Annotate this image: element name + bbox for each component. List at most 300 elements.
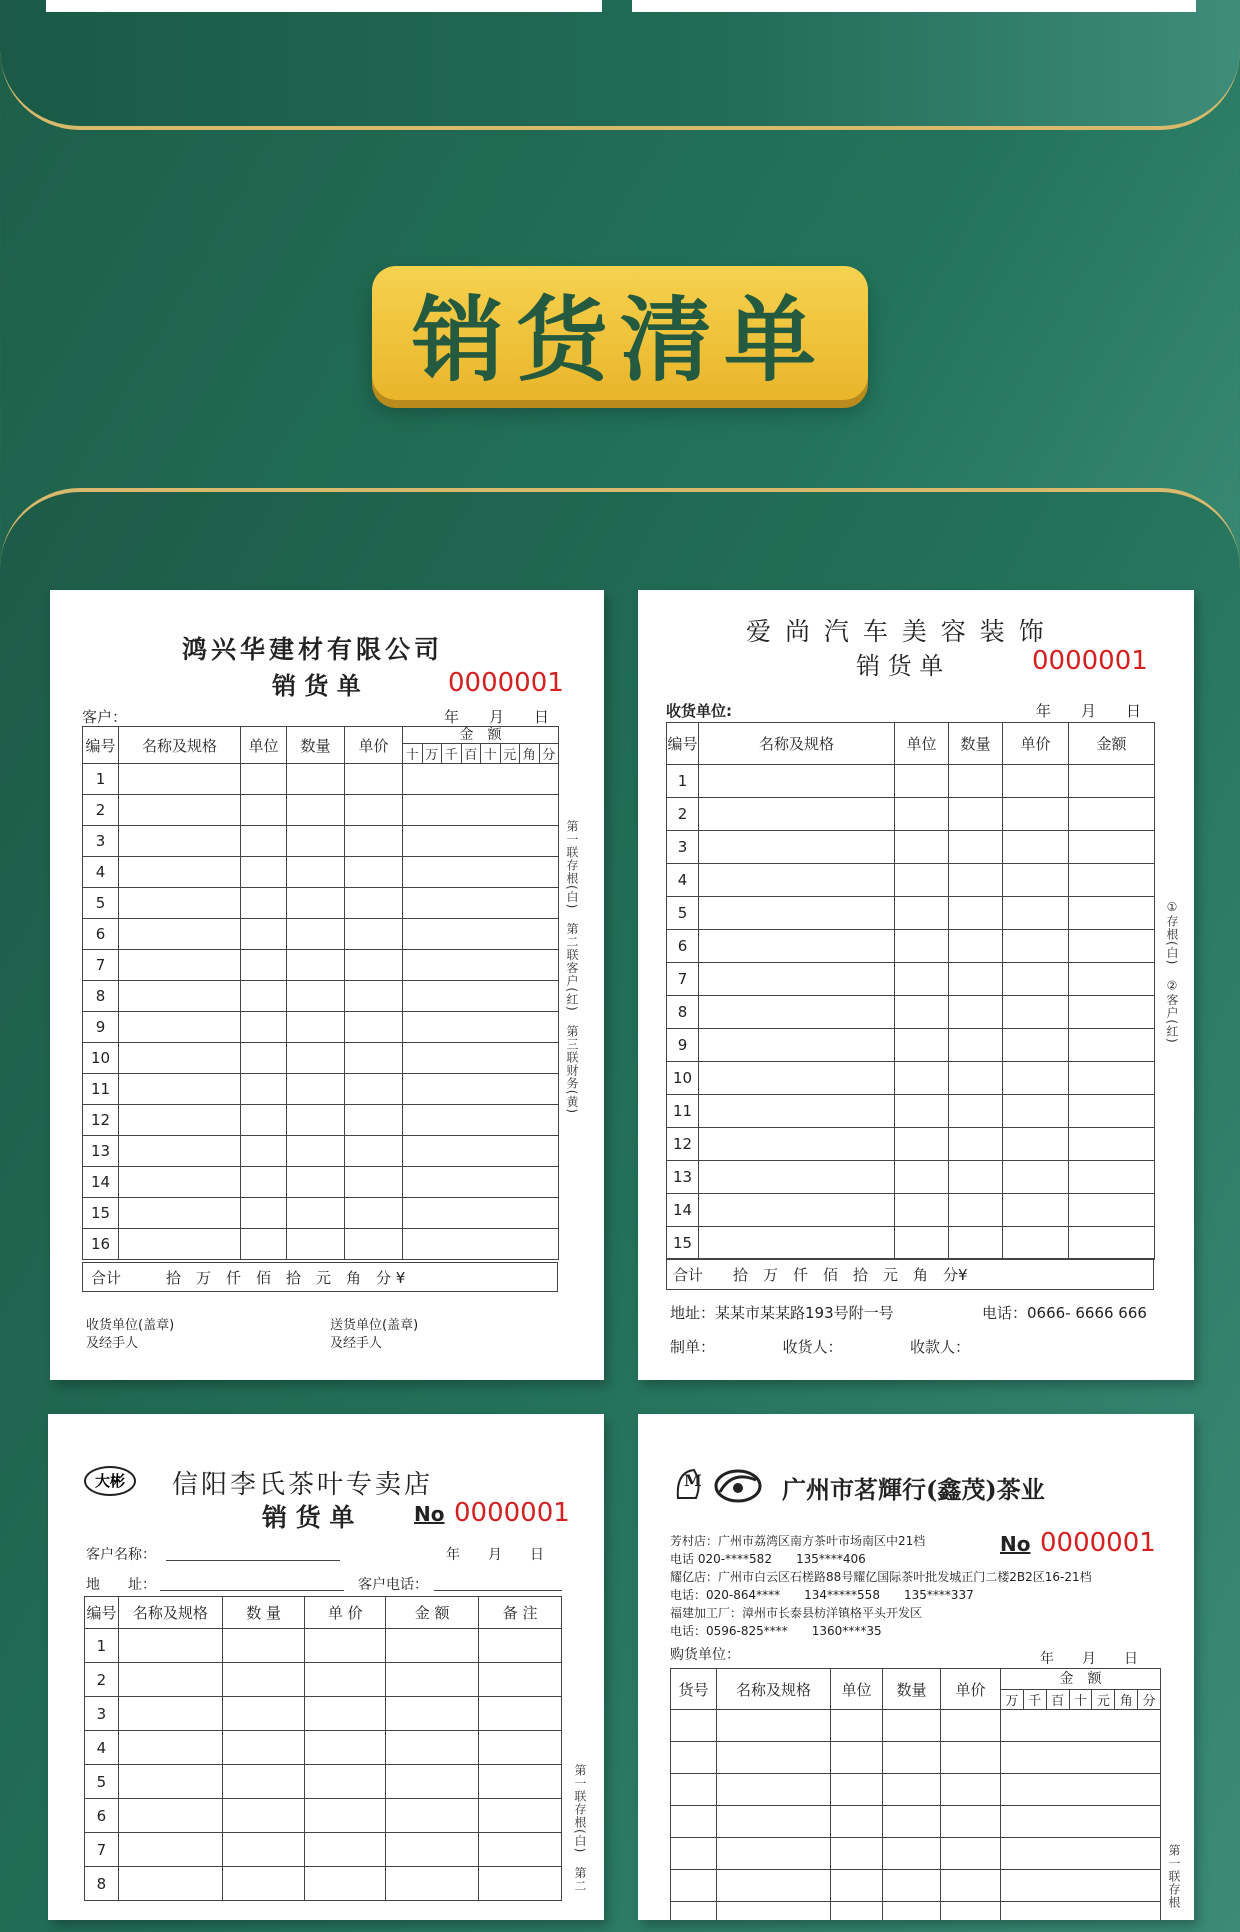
total-row: 合计 拾 万 仟 佰 拾 元 角 分¥	[666, 1258, 1154, 1290]
table-row	[671, 1902, 1161, 1921]
table-row	[83, 1136, 559, 1167]
table-row	[83, 826, 559, 857]
date-label: 年 月 日	[444, 708, 550, 726]
table-cell	[941, 1838, 1001, 1870]
sales-form-4	[638, 1414, 1194, 1920]
digit-label: 十	[480, 744, 500, 763]
table-cell	[403, 981, 559, 1012]
digit-label: 分	[539, 744, 559, 763]
customer-label: 收货单位:	[666, 702, 732, 720]
table-cell	[287, 1198, 345, 1229]
table-cell	[1069, 930, 1155, 963]
table-cell	[479, 1697, 562, 1731]
table-cell	[287, 1229, 345, 1260]
row-number-cell: 2	[667, 798, 699, 831]
table-cell	[345, 795, 403, 826]
table-row	[667, 930, 1155, 963]
company-logo	[672, 1464, 776, 1508]
customer-label: 客户名称：	[86, 1547, 156, 1563]
table-cell	[699, 930, 895, 963]
items-table	[670, 1668, 1161, 1920]
table-cell	[1001, 1774, 1161, 1806]
table-cell	[699, 1095, 895, 1128]
doc-title: 销 货 单	[272, 671, 361, 700]
table-cell	[386, 1629, 479, 1663]
header-cell: 名称及规格	[119, 727, 241, 764]
header-cell: 数量	[883, 1669, 941, 1710]
amount-header	[1001, 1669, 1161, 1710]
header-cell: 金 额	[386, 1597, 479, 1629]
table-cell	[831, 1774, 883, 1806]
table-cell	[287, 888, 345, 919]
table-cell	[1069, 831, 1155, 864]
table-cell	[831, 1838, 883, 1870]
table-cell	[895, 996, 949, 1029]
table-cell	[119, 1105, 241, 1136]
table-cell	[895, 864, 949, 897]
table-row	[667, 1029, 1155, 1062]
table-cell	[305, 1731, 386, 1765]
date-label: 年 月 日	[1036, 702, 1142, 720]
table-cell	[895, 930, 949, 963]
store-info-line: 电话：020-864**** 134*****558 135****337	[670, 1588, 974, 1602]
address-text: 地址：某某市某某路193号附一号	[670, 1304, 894, 1322]
svg-text:M: M	[684, 1471, 702, 1490]
serial-number: 0000001	[448, 668, 564, 698]
table-cell	[1069, 897, 1155, 930]
table-cell	[1001, 1806, 1161, 1838]
table-cell	[831, 1742, 883, 1774]
row-number-cell: 14	[667, 1194, 699, 1227]
table-row	[667, 1227, 1155, 1260]
table-cell	[479, 1765, 562, 1799]
store-info-line: 电话 020-****582 135****406	[670, 1552, 866, 1566]
store-logo: 大彬	[84, 1466, 136, 1496]
table-cell	[1001, 1838, 1161, 1870]
row-number-cell: 14	[83, 1167, 119, 1198]
copy-note: 第一联存根(白) 第二联客户(红) 第三联财务(黄)	[565, 820, 579, 1115]
table-cell	[118, 1833, 222, 1867]
digit-label: 分	[1137, 1690, 1160, 1709]
table-row	[667, 996, 1155, 1029]
amount-digits	[403, 744, 558, 763]
table-row	[667, 1095, 1155, 1128]
table-cell	[883, 1902, 941, 1921]
amount-header	[403, 727, 559, 764]
table-cell	[895, 1128, 949, 1161]
table-row	[667, 1128, 1155, 1161]
table-cell	[386, 1799, 479, 1833]
table-cell	[895, 1062, 949, 1095]
table-cell	[345, 1012, 403, 1043]
table-cell	[241, 1167, 287, 1198]
row-number-cell	[671, 1838, 717, 1870]
table-row	[671, 1710, 1161, 1742]
tea-leaf-icon	[672, 1464, 776, 1508]
table-cell	[1003, 897, 1069, 930]
row-number-cell: 4	[667, 864, 699, 897]
table-cell	[949, 897, 1003, 930]
copy-note: 第一联存根(白) 第二	[573, 1764, 587, 1893]
table-row	[85, 1799, 562, 1833]
row-number-cell: 8	[83, 981, 119, 1012]
table-cell	[386, 1833, 479, 1867]
amount-label: 金 额	[1001, 1669, 1160, 1690]
table-cell	[949, 1194, 1003, 1227]
table-cell	[386, 1697, 479, 1731]
store-info-line: 芳村店：广州市荔湾区南方茶叶市场南区中21档	[670, 1534, 926, 1548]
digit-label: 万	[422, 744, 442, 763]
table-cell	[241, 950, 287, 981]
company-name: 信阳李氏茶叶专卖店	[172, 1470, 434, 1500]
table-cell	[949, 864, 1003, 897]
copy-note: 第一联存根	[1167, 1844, 1181, 1909]
table-row	[83, 1105, 559, 1136]
table-cell	[119, 981, 241, 1012]
table-cell	[895, 897, 949, 930]
table-cell	[1001, 1742, 1161, 1774]
table-cell	[949, 765, 1003, 798]
table-cell	[386, 1765, 479, 1799]
table-cell	[1069, 1227, 1155, 1260]
header-cell: 数量	[949, 723, 1003, 765]
table-row	[85, 1833, 562, 1867]
table-cell	[403, 1074, 559, 1105]
table-cell	[345, 950, 403, 981]
table-cell	[345, 1167, 403, 1198]
serial-number: 0000001	[1032, 646, 1148, 676]
table-cell	[941, 1742, 1001, 1774]
table-cell	[403, 1012, 559, 1043]
table-cell	[1001, 1710, 1161, 1742]
table-cell	[699, 963, 895, 996]
table-row	[667, 864, 1155, 897]
table-cell	[386, 1663, 479, 1697]
table-cell	[287, 1043, 345, 1074]
table-cell	[479, 1799, 562, 1833]
table-row	[671, 1806, 1161, 1838]
table-cell	[1069, 1161, 1155, 1194]
table-cell	[119, 1074, 241, 1105]
table-cell	[883, 1838, 941, 1870]
table-cell	[118, 1629, 222, 1663]
table-cell	[1003, 1128, 1069, 1161]
row-number-cell: 1	[85, 1629, 119, 1663]
table-row	[83, 981, 559, 1012]
header-cell: 数量	[287, 727, 345, 764]
phone-line	[434, 1590, 562, 1591]
date-label: 年 月 日	[1040, 1651, 1138, 1667]
table-cell	[1003, 1029, 1069, 1062]
table-cell	[287, 857, 345, 888]
row-number-cell: 7	[667, 963, 699, 996]
table-cell	[717, 1838, 831, 1870]
table-row	[85, 1765, 562, 1799]
header-cell: 单位	[895, 723, 949, 765]
items-table	[84, 1596, 562, 1901]
table-cell	[1003, 798, 1069, 831]
table-cell	[831, 1806, 883, 1838]
customer-label: 购货单位：	[670, 1647, 740, 1663]
top-card-left	[46, 0, 602, 12]
row-number-cell: 15	[667, 1227, 699, 1260]
table-cell	[241, 1229, 287, 1260]
table-body	[85, 1629, 562, 1901]
table-row	[667, 897, 1155, 930]
table-cell	[403, 795, 559, 826]
table-cell	[403, 1105, 559, 1136]
table-cell	[949, 1029, 1003, 1062]
table-row	[83, 1198, 559, 1229]
table-header	[83, 727, 559, 764]
row-number-cell: 10	[667, 1062, 699, 1095]
table-cell	[895, 1161, 949, 1194]
table-cell	[119, 888, 241, 919]
header-cell: 名称及规格	[699, 723, 895, 765]
table-cell	[118, 1765, 222, 1799]
sales-form-1	[50, 590, 604, 1380]
digit-label: 角	[519, 744, 539, 763]
row-number-cell: 3	[83, 826, 119, 857]
row-number-cell: 5	[83, 888, 119, 919]
table-cell	[345, 1198, 403, 1229]
table-cell	[1003, 1227, 1069, 1260]
table-cell	[1069, 864, 1155, 897]
receiver-label: 收货单位(盖章)	[86, 1318, 175, 1333]
table-cell	[717, 1806, 831, 1838]
table-cell	[699, 1029, 895, 1062]
receiver-label-2: 及经手人	[86, 1336, 139, 1351]
table-cell	[119, 1043, 241, 1074]
table-cell	[699, 831, 895, 864]
table-cell	[941, 1806, 1001, 1838]
address-line	[160, 1590, 344, 1591]
header-cell: 名称及规格	[717, 1669, 831, 1710]
row-number-cell: 7	[83, 950, 119, 981]
table-row	[85, 1629, 562, 1663]
table-row	[667, 798, 1155, 831]
table-row	[85, 1731, 562, 1765]
table-cell	[305, 1833, 386, 1867]
table-cell	[1003, 1095, 1069, 1128]
header-cell: 备 注	[479, 1597, 562, 1629]
table-cell	[717, 1710, 831, 1742]
table-row	[671, 1838, 1161, 1870]
table-cell	[1069, 765, 1155, 798]
table-cell	[287, 795, 345, 826]
table-cell	[305, 1697, 386, 1731]
table-row	[85, 1697, 562, 1731]
total-row: 合计 拾 万 仟 佰 拾 元 角 分 ¥	[82, 1262, 558, 1292]
sales-form-3	[48, 1414, 604, 1920]
digit-label: 元	[500, 744, 520, 763]
table-row	[667, 1194, 1155, 1227]
table-cell	[1003, 765, 1069, 798]
table-cell	[287, 764, 345, 795]
table-cell	[1003, 930, 1069, 963]
table-cell	[699, 1062, 895, 1095]
digit-label: 十	[405, 748, 419, 763]
row-number-cell: 9	[667, 1029, 699, 1062]
table-cell	[949, 1062, 1003, 1095]
table-body	[671, 1710, 1161, 1921]
amount-digits	[1001, 1690, 1160, 1709]
row-number-cell: 4	[83, 857, 119, 888]
row-number-cell	[671, 1806, 717, 1838]
table-cell	[222, 1867, 305, 1901]
table-cell	[119, 1012, 241, 1043]
table-cell	[895, 1095, 949, 1128]
table-cell	[1003, 996, 1069, 1029]
header-cell: 金额	[1069, 723, 1155, 765]
table-cell	[699, 864, 895, 897]
row-number-cell	[671, 1902, 717, 1921]
table-cell	[386, 1867, 479, 1901]
table-cell	[119, 764, 241, 795]
row-number-cell: 12	[83, 1105, 119, 1136]
header-cell: 单位	[241, 727, 287, 764]
table-cell	[403, 1167, 559, 1198]
table-cell	[1069, 1095, 1155, 1128]
table-cell	[119, 826, 241, 857]
table-header	[667, 723, 1155, 765]
table-cell	[222, 1765, 305, 1799]
table-cell	[479, 1833, 562, 1867]
table-row	[83, 1167, 559, 1198]
customer-line	[166, 1560, 340, 1561]
row-number-cell: 3	[667, 831, 699, 864]
digit-label: 千	[1023, 1690, 1046, 1709]
table-cell	[699, 897, 895, 930]
row-number-cell: 3	[85, 1697, 119, 1731]
table-cell	[1069, 1029, 1155, 1062]
table-cell	[403, 1229, 559, 1260]
row-number-cell: 6	[83, 919, 119, 950]
table-cell	[345, 888, 403, 919]
table-cell	[949, 1227, 1003, 1260]
table-cell	[241, 764, 287, 795]
table-cell	[305, 1799, 386, 1833]
company-name: 爱 尚 汽 车 美 容 装 饰	[746, 617, 1047, 646]
table-cell	[386, 1731, 479, 1765]
table-row	[671, 1870, 1161, 1902]
table-cell	[241, 981, 287, 1012]
table-cell	[1069, 1194, 1155, 1227]
table-cell	[287, 1167, 345, 1198]
row-number-cell: 11	[667, 1095, 699, 1128]
table-cell	[403, 919, 559, 950]
row-number-cell: 15	[83, 1198, 119, 1229]
table-cell	[895, 1194, 949, 1227]
table-cell	[883, 1710, 941, 1742]
row-number-cell: 7	[85, 1833, 119, 1867]
table-cell	[403, 950, 559, 981]
amount-label: 金 额	[403, 727, 558, 744]
table-cell	[119, 795, 241, 826]
table-cell	[118, 1867, 222, 1901]
header-cell: 编号	[83, 727, 119, 764]
row-number-cell: 12	[667, 1128, 699, 1161]
table-cell	[1003, 1062, 1069, 1095]
table-cell	[699, 1227, 895, 1260]
table-cell	[403, 1136, 559, 1167]
table-cell	[941, 1870, 1001, 1902]
row-number-cell: 16	[83, 1229, 119, 1260]
table-cell	[1003, 864, 1069, 897]
table-cell	[345, 1229, 403, 1260]
top-banner-band	[0, 0, 1240, 130]
table-cell	[403, 764, 559, 795]
table-cell	[119, 950, 241, 981]
table-cell	[403, 888, 559, 919]
table-cell	[119, 1136, 241, 1167]
table-cell	[717, 1742, 831, 1774]
items-table	[666, 722, 1155, 1260]
row-number-cell: 5	[667, 897, 699, 930]
row-number-cell	[671, 1774, 717, 1806]
table-row	[83, 950, 559, 981]
table-row	[671, 1742, 1161, 1774]
table-cell	[895, 831, 949, 864]
digit-label: 十	[1069, 1690, 1092, 1709]
table-cell	[119, 1229, 241, 1260]
table-cell	[119, 919, 241, 950]
table-cell	[949, 930, 1003, 963]
table-cell	[241, 888, 287, 919]
header-cell: 单价	[345, 727, 403, 764]
table-cell	[941, 1774, 1001, 1806]
row-number-cell: 2	[83, 795, 119, 826]
table-cell	[241, 1043, 287, 1074]
digit-label: 元	[1091, 1690, 1114, 1709]
table-cell	[717, 1870, 831, 1902]
address-label: 地 址：	[86, 1577, 156, 1593]
phone-label: 客户电话：	[358, 1577, 428, 1593]
row-number-cell: 2	[85, 1663, 119, 1697]
table-cell	[118, 1663, 222, 1697]
table-cell	[119, 1198, 241, 1229]
doc-title: 销 货 单	[856, 652, 944, 680]
header-cell: 编号	[667, 723, 699, 765]
table-row	[83, 1043, 559, 1074]
store-info-line: 耀亿店：广州市白云区石槎路88号耀亿国际茶叶批发城正门二楼2B2区16-21档	[670, 1570, 1092, 1584]
table-cell	[287, 950, 345, 981]
table-cell	[241, 919, 287, 950]
table-cell	[941, 1710, 1001, 1742]
table-cell	[1003, 1161, 1069, 1194]
doc-title: 销 货 单	[262, 1503, 355, 1532]
table-cell	[949, 1095, 1003, 1128]
company-name: 广州市茗輝行(鑫茂)茶业	[782, 1475, 1045, 1504]
row-number-cell	[671, 1742, 717, 1774]
table-cell	[1003, 1194, 1069, 1227]
table-cell	[305, 1765, 386, 1799]
items-table	[82, 726, 559, 1260]
table-cell	[1003, 963, 1069, 996]
table-row	[85, 1867, 562, 1901]
table-cell	[403, 1043, 559, 1074]
row-number-cell: 1	[667, 765, 699, 798]
table-cell	[831, 1902, 883, 1921]
row-number-cell: 11	[83, 1074, 119, 1105]
table-cell	[241, 1074, 287, 1105]
row-number-cell: 4	[85, 1731, 119, 1765]
customer-label: 客户：	[82, 708, 128, 726]
row-number-cell: 13	[83, 1136, 119, 1167]
table-cell	[287, 1074, 345, 1105]
table-cell	[1069, 1128, 1155, 1161]
table-cell	[941, 1902, 1001, 1921]
